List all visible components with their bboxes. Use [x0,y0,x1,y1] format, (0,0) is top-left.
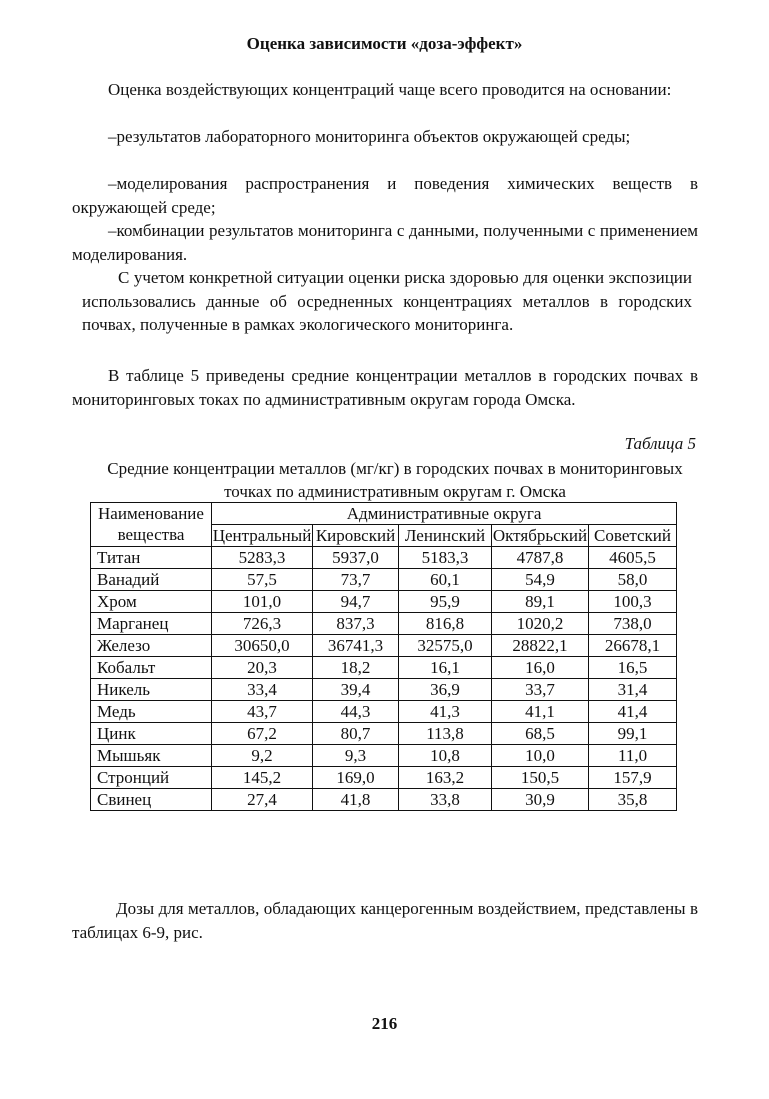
header-districts: Административные округа [212,503,677,525]
concentration-cell: 837,3 [313,613,399,635]
concentration-cell: 26678,1 [589,635,677,657]
concentration-cell: 58,0 [589,569,677,591]
concentration-cell: 41,1 [492,701,589,723]
concentration-cell: 99,1 [589,723,677,745]
concentration-cell: 4787,8 [492,547,589,569]
concentration-cell: 95,9 [399,591,492,613]
substance-name-cell: Стронций [91,767,212,789]
concentration-cell: 60,1 [399,569,492,591]
concentration-cell: 27,4 [212,789,313,811]
concentration-cell: 11,0 [589,745,677,767]
concentration-cell: 36741,3 [313,635,399,657]
substance-name-cell: Хром [91,591,212,613]
table-row [91,789,677,811]
concentration-cell: 94,7 [313,591,399,613]
concentration-cell: 113,8 [399,723,492,745]
concentration-cell: 30,9 [492,789,589,811]
substance-name-cell: Медь [91,701,212,723]
concentration-cell: 41,3 [399,701,492,723]
concentration-cell: 9,3 [313,745,399,767]
concentration-cell: 16,1 [399,657,492,679]
paragraph-table-reference: В таблице 5 приведены средние концентрации металлов в городских почвах в мониторинговых токах по административным округам города Омска. [72,366,698,409]
table-row [91,591,677,613]
concentration-cell: 726,3 [212,613,313,635]
concentration-cell: 73,7 [313,569,399,591]
concentration-cell: 20,3 [212,657,313,679]
table-row [91,613,677,635]
concentration-cell: 5937,0 [313,547,399,569]
concentration-cell: 9,2 [212,745,313,767]
concentration-cell: 145,2 [212,767,313,789]
concentration-cell: 67,2 [212,723,313,745]
header-substance-name: Наименование вещества [91,503,212,547]
concentration-cell: 30650,0 [212,635,313,657]
concentration-cell: 1020,2 [492,613,589,635]
concentration-cell: 163,2 [399,767,492,789]
concentration-cell: 5183,3 [399,547,492,569]
paragraph-item-monitoring: –результатов лабораторного мониторинга объектов окружающей среды; [108,127,631,146]
header-district-column: Октябрьский [492,526,588,545]
table-row [91,745,677,767]
concentration-cell: 738,0 [589,613,677,635]
table-label: Таблица 5 [624,434,696,453]
concentration-cell: 100,3 [589,591,677,613]
substance-name-cell: Железо [91,635,212,657]
concentration-cell: 16,0 [492,657,589,679]
table-row [91,679,677,701]
substance-name-cell: Цинк [91,723,212,745]
table-row [91,547,677,569]
concentration-cell: 80,7 [313,723,399,745]
concentration-cell: 41,4 [589,701,677,723]
concentration-cell: 36,9 [399,679,492,701]
concentration-cell: 39,4 [313,679,399,701]
concentration-cell: 41,8 [313,789,399,811]
concentration-cell: 33,4 [212,679,313,701]
concentration-cell: 54,9 [492,569,589,591]
paragraph-exposure: С учетом конкретной ситуации оценки риска здоровью для оценки экспозиции использовались данные об осредненных концентрациях металлов в городских почвах, полученные в рамках экологического мониторинга. [82,268,692,334]
paragraph-intro: Оценка воздействующих концентраций чаще всего проводится на основании: [108,80,672,99]
concentration-cell: 5283,3 [212,547,313,569]
concentration-cell: 32575,0 [399,635,492,657]
substance-name-cell: Марганец [91,613,212,635]
table-row [91,701,677,723]
concentration-cell: 101,0 [212,591,313,613]
substance-name-cell: Свинец [91,789,212,811]
table-row [91,723,677,745]
concentration-cell: 57,5 [212,569,313,591]
table-row [91,657,677,679]
table-row [91,569,677,591]
substance-name-cell: Кобальт [91,657,212,679]
concentration-cell: 18,2 [313,657,399,679]
concentration-cell: 10,8 [399,745,492,767]
concentration-cell: 157,9 [589,767,677,789]
paragraph-doses: Дозы для металлов, обладающих канцерогенным воздействием, представлены в таблицах 6-9, рис. [72,899,698,942]
concentration-cell: 89,1 [492,591,589,613]
concentration-cell: 43,7 [212,701,313,723]
concentration-cell: 35,8 [589,789,677,811]
concentration-cell: 4605,5 [589,547,677,569]
header-district-column: Советский [589,525,677,547]
page-number: 216 [371,1014,398,1033]
substance-name-cell: Ванадий [91,569,212,591]
concentration-cell: 28822,1 [492,635,589,657]
paragraph-item-modeling: –моделирования распространения и поведения химических веществ в окружающей среде; [72,174,698,217]
table-caption: Средние концентрации металлов (мг/кг) в городских почвах в мониторинговых точках по административным округам г. Омска [107,459,683,501]
concentration-cell: 10,0 [492,745,589,767]
header-district-column: Ленинский [399,525,492,547]
concentration-cell: 150,5 [492,767,589,789]
concentration-cell: 68,5 [492,723,589,745]
page-title: Оценка зависимости «доза-эффект» [246,34,523,53]
concentration-cell: 33,8 [399,789,492,811]
concentration-cell: 169,0 [313,767,399,789]
paragraph-item-combination: –комбинации результатов мониторинга с данными, полученными с применением моделирования. [72,221,698,264]
substance-name-cell: Никель [91,679,212,701]
concentration-cell: 16,5 [589,657,677,679]
concentration-cell: 33,7 [492,679,589,701]
substance-name-cell: Титан [91,547,212,569]
concentration-cell: 816,8 [399,613,492,635]
concentration-cell: 31,4 [589,679,677,701]
header-district-column: Центральный [212,526,312,545]
table-row [91,767,677,789]
concentration-table [90,502,677,811]
table-row [91,635,677,657]
concentration-cell: 44,3 [313,701,399,723]
header-district-column: Кировский [313,525,399,547]
substance-name-cell: Мышьяк [91,745,212,767]
